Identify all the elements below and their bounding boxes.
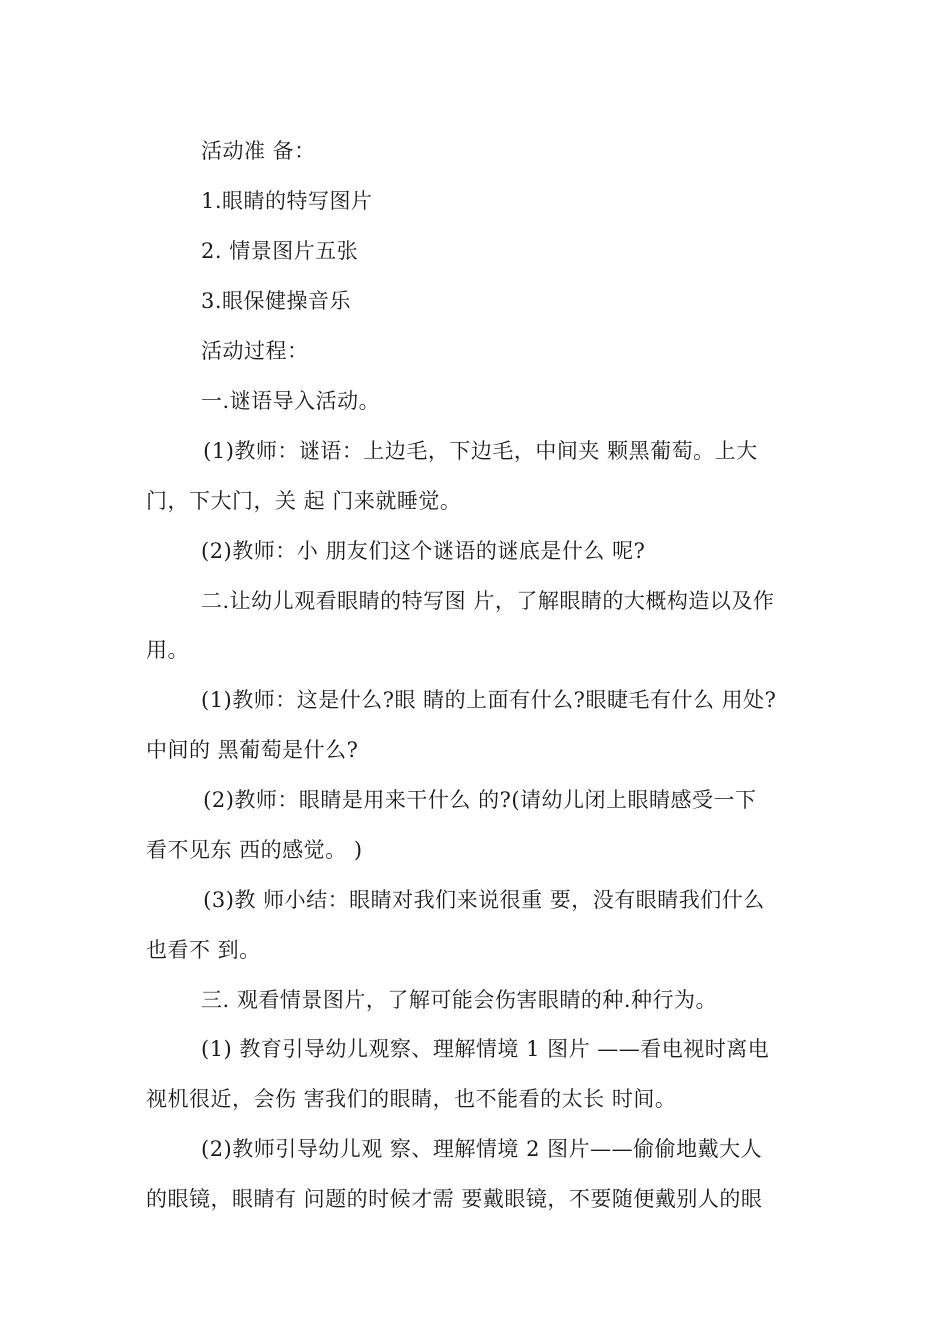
text-line: 用。 [146,638,189,662]
text-line: (1) 教育引导幼儿观察、理解情境 1 图片 ——看电视时离电 [201,1037,770,1061]
text-line: (2)教师引导幼儿观 察、理解情境 2 图片——偷偷地戴大人 [201,1137,763,1161]
text-line: (2)教师：眼睛是用来干什么 的?(请幼儿闭上眼睛感受一下 [196,788,757,812]
text-line: 看不见东 西的感觉。 ) [146,838,363,862]
text-line: 门，下大门，关 起 门来就睡觉。 [146,489,462,513]
text-line: (3)教 师小结：眼睛对我们来说很重 要，没有眼睛我们什么 [196,888,765,912]
text-line: (1)教师：这是什么?眼 睛的上面有什么?眼睫毛有什么 用处? [201,688,777,712]
text-line: (1)教师：谜语：上边毛，下边毛，中间夹 颗黑葡萄。上大 [196,439,758,463]
text-line: 活动准 备： [201,139,316,163]
text-line: 的眼镜，眼睛有 问题的时候才需 要戴眼镜，不要随便戴别人的眼 [146,1187,763,1211]
text-line: 3.眼保健操音乐 [201,289,352,313]
text-line: (2)教师：小 朋友们这个谜语的谜底是什么 呢? [201,539,646,563]
text-line: 活动过程： [201,339,309,363]
text-line: 视机很近，会伤 害我们的眼睛，也不能看的太长 时间。 [146,1087,677,1111]
text-line: 二.让幼儿观看眼睛的特写图 片，了解眼睛的大概构造以及作 [201,589,775,613]
text-line: 一.谜语导入活动。 [201,389,381,413]
text-line: 中间的 黑葡萄是什么? [146,738,359,762]
text-line: 也看不 到。 [146,938,261,962]
text-line: 1.眼睛的特写图片 [201,189,373,213]
text-line: 2. 情景图片五张 [201,239,359,263]
text-line: 三. 观看情景图片，了解可能会伤害眼睛的种.种行为。 [201,988,718,1012]
